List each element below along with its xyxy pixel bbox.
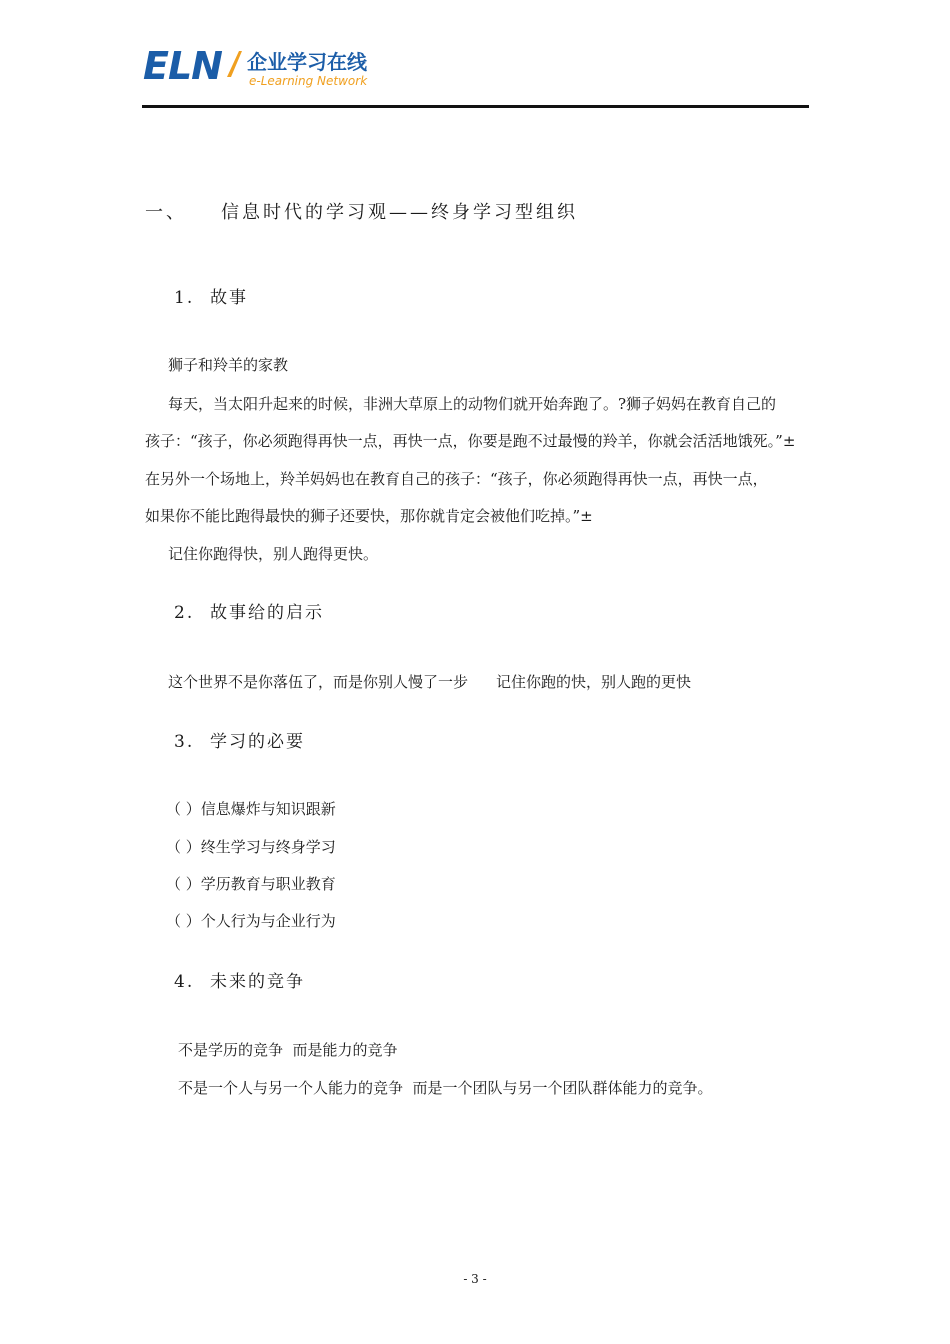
item-number: 4. <box>174 972 195 992</box>
competition-line: 不是学历的竞争 而是能力的竞争 <box>178 1041 398 1059</box>
needs-list-item: （ ）信息爆炸与知识跟新 <box>166 800 336 818</box>
logo-chinese-name: 企业学习在线 <box>247 50 367 74</box>
item-heading-competition <box>174 974 305 991</box>
item-heading-insight <box>174 605 324 622</box>
insight-part-2: 记住你跑的快，别人跑的更快 <box>496 673 692 691</box>
insight-text <box>168 675 691 690</box>
story-title: 狮子和羚羊的家教 <box>168 356 289 374</box>
story-paragraph-line: 在另外一个场地上，羚羊妈妈也在教育自己的孩子：“孩子，你必须跑得再快一点，再快一点， <box>145 470 768 488</box>
item-number: 1. <box>174 288 195 308</box>
item-heading-story <box>174 290 248 307</box>
competition-line: 不是一个人与另一个人能力的竞争 而是一个团队与另一个团队群体能力的竞争。 <box>178 1079 713 1097</box>
page-number: - 3 - <box>463 1272 487 1286</box>
item-number: 3. <box>174 732 195 752</box>
story-paragraph-line: 每天，当太阳升起来的时候，非洲大草原上的动物们就开始奔跑了。?狮子妈妈在教育自己的 <box>168 395 777 413</box>
item-title: 故事 <box>210 288 248 308</box>
needs-list-item: （ ）个人行为与企业行为 <box>166 912 336 930</box>
logo-english-name: e-Learning Network <box>249 74 368 88</box>
logo-swoosh-icon <box>225 49 243 79</box>
item-title: 学习的必要 <box>210 732 305 752</box>
insight-part-1: 这个世界不是你落伍了，而是你别人慢了一步 <box>168 673 469 691</box>
needs-list-item: （ ）终生学习与终身学习 <box>166 838 336 856</box>
item-number: 2. <box>174 603 195 623</box>
story-paragraph-line: 如果你不能比跑得最快的狮子还要快，那你就肯定会被他们吃掉。”± <box>145 507 593 525</box>
story-paragraph-line: 孩子：“孩子，你必须跑得再快一点，再快一点，你要是跑不过最慢的羚羊，你就会活活地饿死。”± <box>145 432 796 450</box>
item-heading-needs <box>174 734 305 751</box>
section-heading <box>145 204 578 222</box>
story-moral: 记住你跑得快，别人跑得更快。 <box>168 545 379 563</box>
section-prefix: 一、 <box>145 202 187 223</box>
logo-wordmark: ELN <box>143 44 222 88</box>
item-title: 未来的竞争 <box>210 972 305 992</box>
header-divider <box>142 105 809 108</box>
needs-list-item: （ ）学历教育与职业教育 <box>166 875 336 893</box>
section-title: 信息时代的学习观——终身学习型组织 <box>221 202 578 223</box>
item-title: 故事给的启示 <box>210 603 324 623</box>
